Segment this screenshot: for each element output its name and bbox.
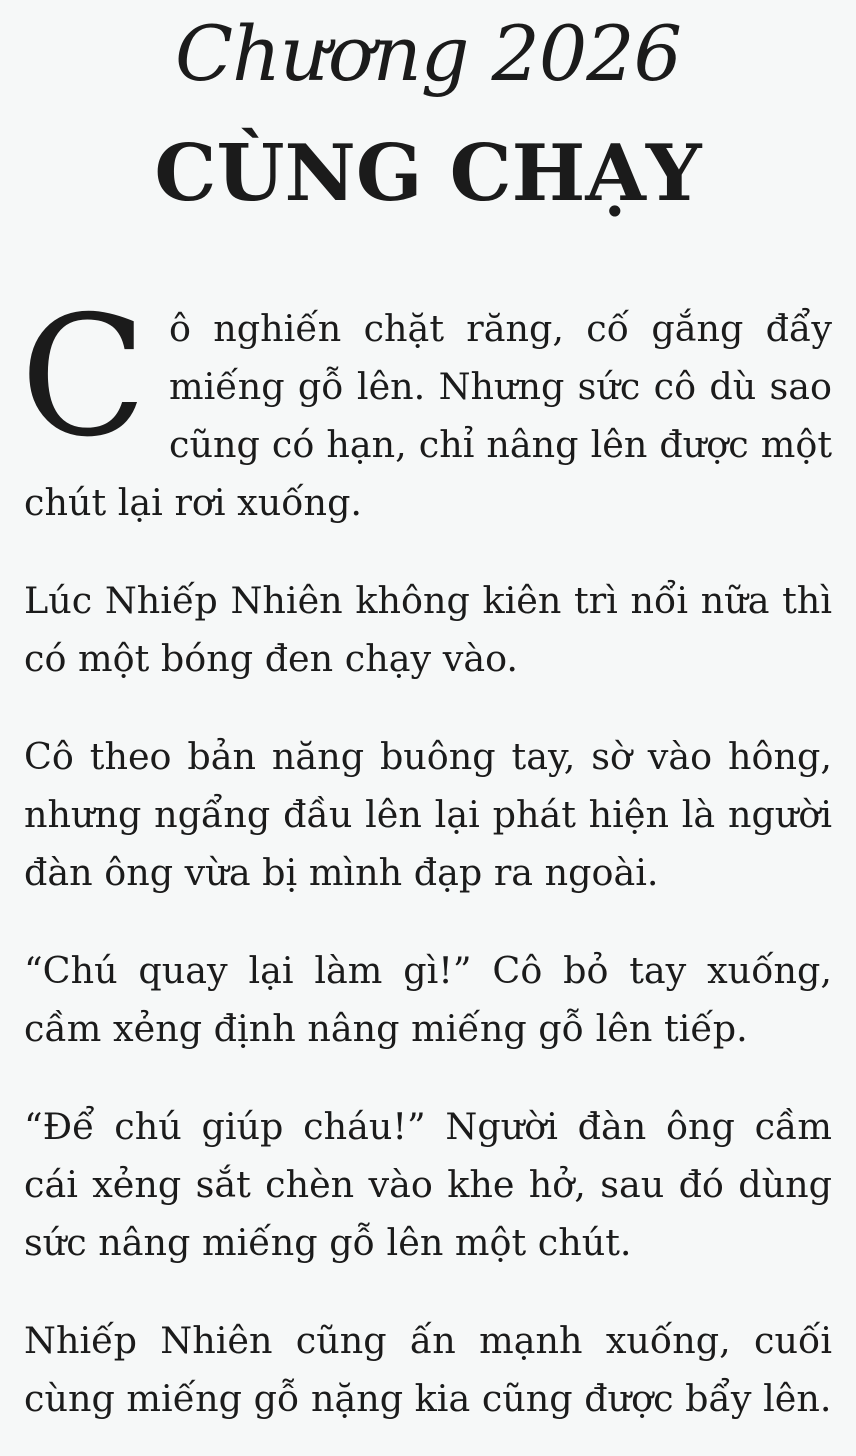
chapter-title: CÙNG CHẠY xyxy=(154,128,702,219)
paragraph-1 xyxy=(20,281,832,532)
chapter-number: Chương 2026 xyxy=(175,9,681,98)
paragraph-4: “Chú quay lại làm gì!” Cô bỏ tay xuống, cầm xẻng định nâng miếng gỗ lên tiếp. xyxy=(24,949,832,1050)
chapter-content xyxy=(20,281,832,1428)
drop-cap: C xyxy=(20,281,148,474)
paragraph-5: “Để chú giúp cháu!” Người đàn ông cầm cái xẻng sắt chèn vào khe hở, sau đó dùng sức nâng miếng gỗ lên một chút. xyxy=(24,1105,832,1264)
paragraph-2: Lúc Nhiếp Nhiên không kiên trì nổi nữa thì có một bóng đen chạy vào. xyxy=(24,579,832,680)
paragraph-1-text: ô nghiến chặt răng, cố gắng đẩy miếng gỗ lên. Nhưng sức cô dù sao cũng có hạn, chỉ nâng lên được một chút lại rơi xuống. xyxy=(24,307,832,524)
paragraph-6: Nhiếp Nhiên cũng ấn mạnh xuống, cuối cùng miếng gỗ nặng kia cũng được bẩy lên. xyxy=(24,1319,832,1420)
paragraph-3: Cô theo bản năng buông tay, sờ vào hông, nhưng ngẩng đầu lên lại phát hiện là người đàn ông vừa bị mình đạp ra ngoài. xyxy=(24,735,832,894)
